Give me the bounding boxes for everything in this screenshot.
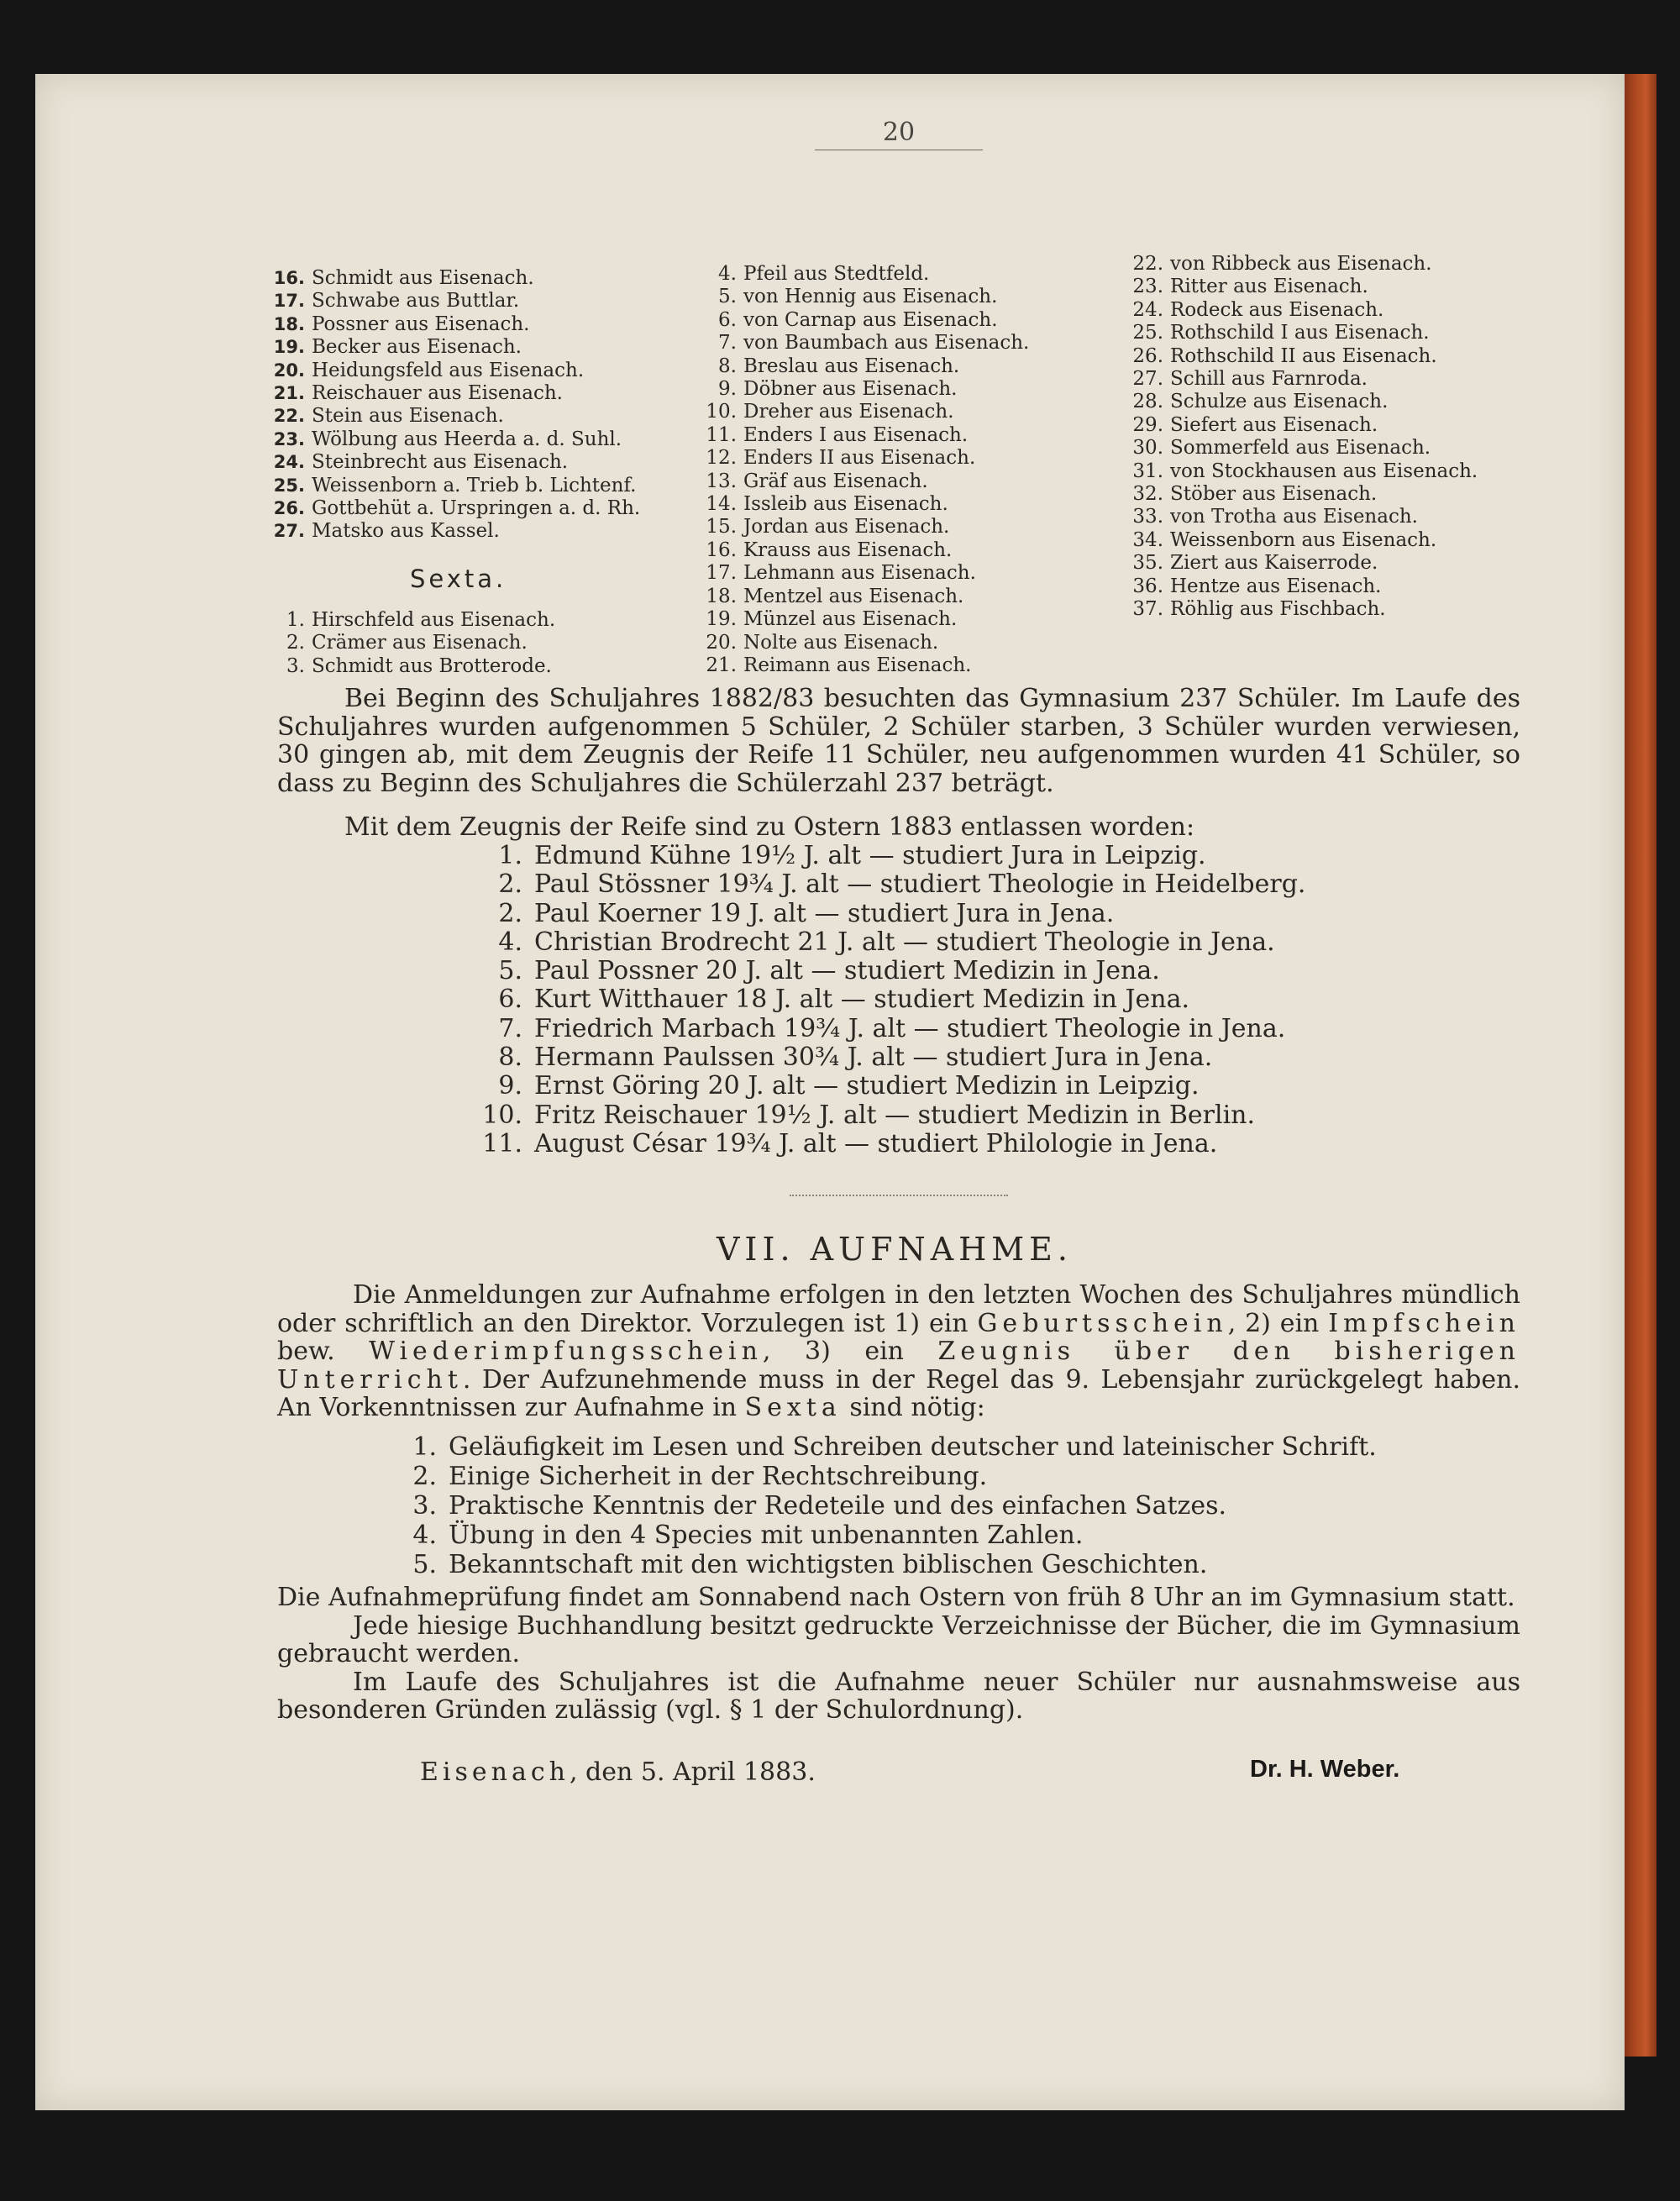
list-item: 27. Schill aus Farnroda. — [1132, 368, 1368, 391]
list-item: 22. von Ribbeck aus Eisenach. — [1132, 253, 1432, 275]
list-item: 1. Edmund Kühne 19½ J. alt — studiert Jura in Leipzig. — [498, 841, 1206, 870]
list-item: 35. Ziert aus Kaiserrode. — [1132, 552, 1378, 575]
list-item: 28. Schulze aus Eisenach. — [1132, 391, 1389, 413]
list-item: 12. Enders II aus Eisenach. — [706, 447, 976, 470]
sexta-heading: Sexta. — [410, 565, 507, 593]
list-item: 26. Rothschild II aus Eisenach. — [1132, 344, 1437, 367]
student-list-column-2 — [699, 263, 1029, 677]
list-item: 36. Hentze aus Eisenach. — [1132, 575, 1382, 597]
list-item: 11. August César 19¾ J. alt — studiert Philologie in Jena. — [482, 1128, 1218, 1158]
sexta-list — [267, 609, 555, 678]
list-item: 19. Becker aus Eisenach. — [273, 336, 522, 359]
list-item: 1. Hirschfeld aus Eisenach. — [286, 609, 556, 631]
graduates-intro: Mit dem Zeugnis der Reife sind zu Ostern 1883 entlassen worden: — [344, 812, 1195, 842]
graduates-list — [470, 842, 1305, 1158]
midyear-admission-text: Im Laufe des Schuljahres ist die Aufnahme neuer Schüler nur ausnahmsweise aus besonderen Gründen zulässig (vgl. § 1 der Schulordnung). — [277, 1667, 1520, 1725]
list-item: 3. Schmidt aus Brotterode. — [286, 654, 552, 677]
list-item: 26. Gottbehüt a. Urspringen a. d. Rh. — [273, 497, 641, 520]
list-item: 2. Paul Koerner 19 J. alt — studiert Jura in Jena. — [498, 898, 1115, 928]
list-item: 27. Matsko aus Kassel. — [273, 520, 500, 543]
list-item: 10. Fritz Reischauer 19½ J. alt — studiert Medizin in Berlin. — [482, 1100, 1256, 1130]
list-item: 22. Stein aus Eisenach. — [273, 405, 504, 428]
list-item: 19. Münzel aus Eisenach. — [706, 608, 958, 631]
list-item: 18. Mentzel aus Eisenach. — [706, 585, 964, 607]
list-item: 16. Schmidt aus Eisenach. — [273, 267, 534, 289]
list-item: 24. Steinbrecht aus Eisenach. — [273, 451, 569, 474]
section-title: VII. AUFNAHME. — [716, 1231, 1073, 1268]
list-item: 23. Ritter aus Eisenach. — [1132, 276, 1368, 298]
list-item: 8. Hermann Paulssen 30¾ J. alt — studiert Jura in Jena. — [498, 1043, 1213, 1073]
list-item: 5. von Hennig aus Eisenach. — [718, 286, 998, 308]
admission-paragraph: Die Anmeldungen zur Aufnahme erfolgen in den letzten Wochen des Schuljahres mündlich oder schriftlich an den Direktor. Vorzulegen ist 1) ein Geburtsschein, 2) ein Impfschein bew. Wiederimpfungsschein, 3) ein Zeugnis über den bisherigen Unterricht. Der Aufzunehmende muss in der Regel das 9. Lebensjahr zurückgelegt haben. An Vorkenntnissen zur Aufnahme in Sexta sind nötig: — [277, 1280, 1520, 1422]
list-item: 5. Paul Possner 20 J. alt — studiert Medizin in Jena. — [498, 956, 1160, 986]
page-number: 20 — [882, 118, 916, 147]
enrollment-paragraph — [277, 685, 1520, 797]
list-item: 24. Rodeck aus Eisenach. — [1132, 298, 1384, 321]
list-item: 9. Ernst Göring 20 J. alt — studiert Medizin in Leipzig. — [498, 1071, 1200, 1101]
list-item: 2. Paul Stössner 19¾ J. alt — studiert Theologie in Heidelberg. — [498, 869, 1306, 900]
list-item: 8. Breslau aus Eisenach. — [718, 355, 960, 377]
closing-paragraphs — [277, 1584, 1520, 1725]
signature: Dr. H. Weber. — [1250, 1756, 1400, 1783]
list-item: 18. Possner aus Eisenach. — [273, 313, 530, 335]
list-item: 11. Enders I aus Eisenach. — [706, 423, 969, 446]
list-item: 29. Siefert aus Eisenach. — [1132, 413, 1378, 436]
student-list-column-1 — [267, 267, 640, 544]
list-item: 25. Rothschild I aus Eisenach. — [1132, 322, 1430, 344]
list-item: 15. Jordan aus Eisenach. — [706, 516, 950, 538]
list-item: 6. von Carnap aus Eisenach. — [718, 308, 998, 331]
requirements-list — [412, 1432, 1377, 1579]
dateline: Eisenach, den 5. April 1883. — [420, 1757, 816, 1787]
list-item: 2. Einige Sicherheit in der Rechtschreibung. — [412, 1462, 988, 1491]
list-item: 4. Übung in den 4 Species mit unbenannten Zahlen. — [412, 1521, 1084, 1550]
list-item: 6. Kurt Witthauer 18 J. alt — studiert Medizin in Jena. — [498, 985, 1190, 1015]
list-item: 21. Reimann aus Eisenach. — [706, 654, 972, 676]
student-list-column-3 — [1126, 253, 1478, 622]
book-spine-edge — [1621, 74, 1656, 2057]
list-item: 16. Krauss aus Eisenach. — [706, 538, 953, 561]
list-item: 20. Nolte aus Eisenach. — [706, 631, 939, 654]
list-item: 17. Schwabe aus Buttlar. — [273, 290, 520, 313]
list-item: 3. Praktische Kenntnis der Redeteile und des einfachen Satzes. — [412, 1491, 1227, 1521]
list-item: 9. Döbner aus Eisenach. — [718, 378, 958, 401]
list-item: 23. Wölbung aus Heerda a. d. Suhl. — [273, 428, 622, 450]
list-item: 31. von Stockhausen aus Eisenach. — [1132, 460, 1478, 482]
list-item: 14. Issleib aus Eisenach. — [706, 493, 948, 516]
list-item: 2. Crämer aus Eisenach. — [286, 632, 528, 654]
list-item: 7. von Baumbach aus Eisenach. — [718, 332, 1030, 355]
list-item: 1. Geläufigkeit im Lesen und Schreiben deutscher und lateinischer Schrift. — [412, 1432, 1377, 1462]
exam-date-text: Die Aufnahmeprüfung findet am Sonnabend nach Ostern von früh 8 Uhr an im Gymnasium statt. — [277, 1583, 1515, 1612]
list-item: 32. Stöber aus Eisenach. — [1132, 483, 1378, 506]
list-item: 20. Heidungsfeld aus Eisenach. — [273, 359, 585, 381]
enrollment-text: Bei Beginn des Schuljahres 1882/83 besuchten das Gymnasium 237 Schüler. Im Laufe des Schuljahres wurden aufgenommen 5 Schüler, 2 Schüler starben, 3 Schüler wurden verwiesen, 30 gingen ab, mit dem Zeugnis der Reife 11 Schüler, neu aufgenommen wurden 41 Schüler, so dass zu Beginn des Schuljahres die Schülerzahl 237 beträgt. — [277, 684, 1520, 798]
list-item: 34. Weissenborn aus Eisenach. — [1132, 528, 1437, 551]
bookstore-text: Jede hiesige Buchhandlung besitzt gedruckte Verzeichnisse der Bücher, die im Gymnasium gebraucht werden. — [277, 1610, 1520, 1668]
list-item: 33. von Trotha aus Eisenach. — [1132, 506, 1418, 528]
list-item: 13. Gräf aus Eisenach. — [706, 470, 928, 492]
list-item: 25. Weissenborn a. Trieb b. Lichtenf. — [273, 474, 637, 496]
list-item: 4. Pfeil aus Stedtfeld. — [718, 263, 930, 285]
list-item: 10. Dreher aus Eisenach. — [706, 401, 954, 423]
list-item: 37. Röhlig aus Fischbach. — [1132, 598, 1386, 621]
list-item: 7. Friedrich Marbach 19¾ J. alt — studiert Theologie in Jena. — [498, 1013, 1286, 1043]
list-item: 17. Lehmann aus Eisenach. — [706, 562, 976, 585]
list-item: 5. Bekanntschaft mit den wichtigsten biblischen Geschichten. — [412, 1550, 1208, 1579]
list-item: 21. Reischauer aus Eisenach. — [273, 382, 563, 405]
list-item: 30. Sommerfeld aus Eisenach. — [1132, 437, 1431, 460]
list-item: 4. Christian Brodrecht 21 J. alt — studiert Theologie in Jena. — [498, 927, 1275, 957]
section-ornament — [790, 1195, 1008, 1196]
